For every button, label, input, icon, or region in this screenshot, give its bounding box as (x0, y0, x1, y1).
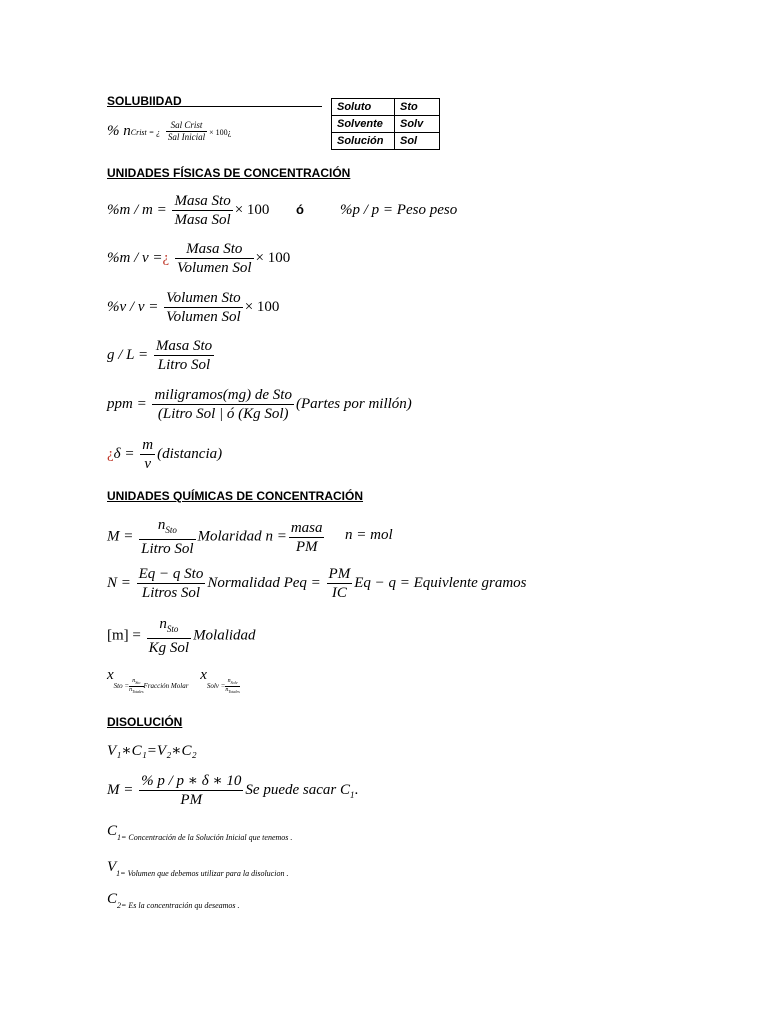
solubility-formula (107, 120, 231, 143)
peq-fraction (327, 565, 353, 602)
ppm-den: (Litro Sol | ó (Kg Sol) (157, 406, 289, 422)
formula-density (107, 436, 222, 473)
density-den: v (144, 456, 152, 472)
ppm-fraction (152, 386, 294, 423)
normality-den: Litros Sol (141, 585, 201, 601)
dilution-m-tail: Se puede sacar C (245, 781, 350, 798)
solubility-tail: × 100¿ (209, 127, 232, 137)
formula-mv (107, 240, 290, 277)
vv-fraction (164, 289, 243, 326)
v1-description: 1= Volumen que debemos utilizar para la disolucion . (116, 869, 289, 878)
gl-fraction (154, 337, 214, 374)
normality-num: Eq − q Sto (138, 566, 204, 582)
molarity-fraction (139, 516, 195, 558)
table-cell: Solv (395, 116, 440, 133)
mv-fraction (175, 240, 254, 277)
abbreviation-table (331, 98, 440, 150)
vv-lhs: %v / v = (107, 298, 159, 315)
density-num: m (142, 437, 154, 453)
c1-description: 1= Concentración de la Solución Inicial que tenemos . (117, 833, 293, 842)
normality-name: Normalidad Peq = (207, 574, 321, 591)
x-sto-den-n: n (129, 687, 133, 693)
vv-num: Volumen Sto (166, 290, 241, 306)
molality-den: Kg Sol (148, 640, 190, 656)
x-solv: x (200, 667, 207, 683)
ppm-tail: (Partes por millón) (295, 395, 412, 412)
c2-symbol: C (107, 891, 118, 907)
molarity-num-sub: Sto (165, 525, 177, 535)
table-row (332, 116, 440, 133)
dilution-m-fraction (139, 772, 243, 809)
mv-den: Volumen Sol (176, 260, 252, 276)
mol-formula: n = mol (345, 527, 393, 543)
table-cell: Solución (332, 133, 395, 150)
x-solv-den-n: n (225, 687, 229, 693)
molality-lhs: [m] = (107, 627, 141, 644)
heading-fisicas: UNIDADES FÍSICAS DE CONCENTRACIÓN (107, 166, 351, 180)
vv-tail: × 100 (244, 298, 280, 315)
x-sto: x (107, 667, 114, 683)
molarity-num (139, 516, 195, 540)
formula-molality (107, 615, 256, 657)
x-sto-num-sub: Sto (135, 680, 141, 685)
molality-fraction (147, 615, 191, 657)
mv-lhs: %m / v = (107, 249, 163, 266)
definition-c1 (107, 822, 292, 847)
vv-den: Volumen Sol (166, 309, 241, 325)
density-tail: (distancia) (157, 445, 223, 462)
peq-den: IC (331, 585, 347, 601)
mv-mark: ¿ (162, 249, 170, 266)
ppm-lhs: ppm = (107, 395, 147, 412)
peq-num: PM (328, 566, 351, 582)
normality-fraction (137, 565, 206, 602)
gl-den: Litro Sol (157, 357, 211, 373)
molality-num-n: n (159, 616, 167, 632)
table-row (332, 133, 440, 150)
formula-mm (107, 192, 269, 229)
dilution-m-den: PM (180, 792, 203, 808)
molarity-lhs: M = (107, 528, 134, 545)
molality-name: Molalidad (193, 627, 256, 644)
formula-normality (107, 565, 527, 602)
formula-gl (107, 337, 216, 374)
mm-fraction (172, 192, 232, 229)
ppm-num: miligramos(mg) de Sto (154, 387, 292, 403)
heading-solubilidad: SOLUBIIDAD (107, 94, 182, 108)
solubility-den: Sal Inicial (167, 132, 206, 142)
x-sto-fraction (129, 678, 143, 695)
formula-dilution-molarity: M = $\frac{\% p / p ∗ \delta ∗ 10}{PM}$ Se puede sacar $C_1$. (107, 773, 359, 808)
definition-v1 (107, 858, 288, 883)
v1-symbol: V (107, 859, 117, 875)
solubility-sub: Crist = ¿ (130, 127, 161, 137)
n-lhs: n = (265, 528, 287, 545)
x-sto-den-sub: Totales (132, 689, 144, 695)
x-solv-num-n: n (227, 677, 231, 684)
density-lhs: δ = (113, 445, 135, 462)
normality-lhs: N = (107, 574, 131, 591)
table-cell: Sol (395, 133, 440, 150)
dilution-equation: V₁∗C₁=V₂∗C₂ (107, 743, 197, 759)
formula-ppm (107, 386, 412, 423)
dilution-m-tail-sub: 1 (349, 789, 355, 800)
table-cell: Soluto (332, 99, 395, 116)
gl-lhs: g / L = (107, 346, 149, 363)
normality-tail: Eq − q = Equivlente gramos (354, 574, 527, 591)
solubility-fraction (166, 120, 207, 143)
x-sto-sub: Sto = (113, 682, 130, 690)
x-solv-fraction (225, 678, 239, 695)
or-label: ó (296, 202, 304, 217)
table-cell: Sto (395, 99, 440, 116)
x-sto-num-n: n (132, 677, 136, 684)
density-mark: ¿ (107, 445, 114, 462)
heading-rule (107, 106, 322, 107)
x-solv-sub: Solv = (206, 682, 226, 690)
molality-num (147, 615, 191, 639)
molality-num-sub: Sto (166, 624, 179, 634)
x-solv-den-sub: Totales (228, 689, 240, 695)
dilution-m-lhs: M = (107, 781, 134, 798)
solubility-num: Sal Crist (166, 120, 207, 132)
mm-den: Masa Sol (174, 212, 231, 228)
n-fraction (289, 519, 325, 556)
mole-fraction-label: Fracción Molar (143, 682, 189, 690)
mm-tail: × 100 (234, 201, 270, 218)
mm-lhs: %m / m = (107, 201, 167, 218)
n-den: PM (295, 538, 318, 555)
formula-vv (107, 289, 279, 326)
definition-c2 (107, 890, 240, 915)
mv-tail: × 100 (255, 249, 291, 266)
heading-quimicas: UNIDADES QUÍMICAS DE CONCENTRACIÓN (107, 489, 364, 503)
x-solv-num-sub: Solv (230, 680, 238, 685)
x-sto-num (129, 678, 143, 687)
mm-num: Masa Sto (174, 193, 231, 209)
heading-disolucion: DISOLUCIÓN (107, 715, 183, 729)
formula-molarity (107, 516, 326, 558)
molarity-name: Molaridad (197, 528, 262, 545)
formula-mole-fraction (107, 666, 240, 695)
solubility-lhs: % n (107, 122, 131, 139)
x-sto-den (129, 687, 143, 695)
gl-num: Masa Sto (155, 338, 213, 354)
c1-symbol: C (107, 823, 118, 839)
mv-num: Masa Sto (175, 240, 254, 259)
n-num: masa (290, 519, 323, 536)
molarity-den: Litro Sol (141, 541, 194, 557)
table-cell: Solvente (332, 116, 395, 133)
x-solv-num (225, 678, 239, 687)
density-fraction (140, 436, 155, 473)
c2-description: 2= Es la concentración qu deseamos . (117, 901, 240, 910)
x-solv-den (225, 687, 239, 695)
dilution-m-num: % p / p ∗ δ ∗ 10 (141, 773, 242, 789)
table-row (332, 99, 440, 116)
molarity-num-n: n (157, 517, 166, 533)
pp-formula: %p / p = Peso peso (340, 202, 458, 218)
